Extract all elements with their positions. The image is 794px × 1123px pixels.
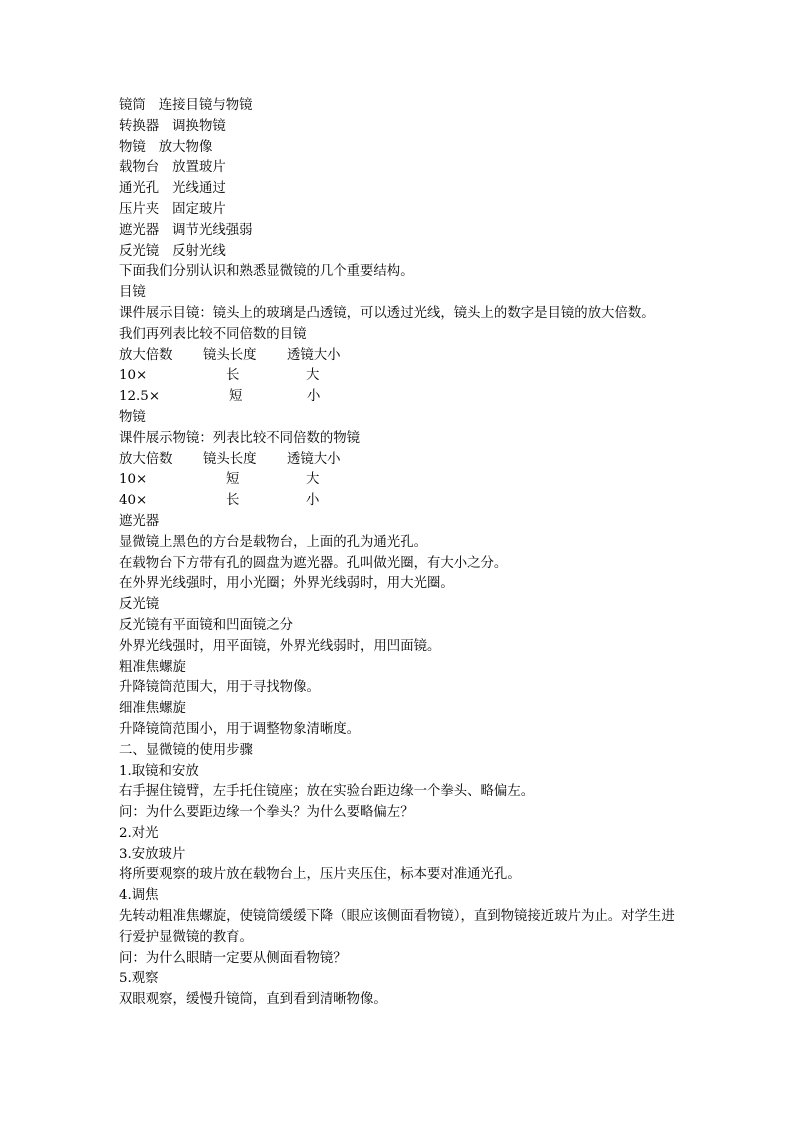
step-1-question: 问：为什么要距边缘一个拳头？为什么要略偏左？ — [119, 805, 414, 821]
cell-lens-size: 小 — [307, 389, 321, 405]
part-row — [119, 96, 679, 117]
header-magnification: 放大倍数 — [119, 451, 173, 467]
cell-magnification: 12.5× — [119, 389, 161, 405]
part-row — [119, 117, 679, 138]
step-5-text: 双眼观察，缓慢升镜筒，直到看到清晰物像。 — [119, 992, 387, 1008]
eyepiece-table-row — [119, 387, 679, 408]
part-name: 反光镜 — [119, 243, 160, 259]
cell-lens-length: 长 — [226, 493, 240, 509]
step-3-text: 将所要观察的玻片放在载物台上，压片夹压住，标本要对准通光孔。 — [119, 867, 521, 883]
step-3-title: 3.安放玻片 — [119, 846, 186, 862]
coarse-focus-heading: 粗准焦螺旋 — [119, 659, 186, 675]
diaphragm-heading: 遮光器 — [119, 513, 160, 529]
step-2-title: 2.对光 — [119, 825, 159, 841]
document-body — [119, 96, 679, 1011]
cell-lens-length: 长 — [226, 368, 240, 384]
part-name: 载物台 — [119, 160, 160, 176]
step-4-text: 先转动粗准焦螺旋，使镜筒缓缓下降（眼应该侧面看物镜），直到物镜接近玻片为止。对学生进行爱护显微镜的教育。 — [119, 909, 675, 945]
part-row — [119, 158, 679, 179]
header-lens-length: 镜头长度 — [203, 347, 257, 363]
step-5-title: 5.观察 — [119, 971, 159, 987]
part-name: 遮光器 — [119, 222, 160, 238]
part-row — [119, 138, 679, 159]
diaphragm-text: 在载物台下方带有孔的圆盘为遮光器。孔叫做光圈，有大小之分。 — [119, 555, 508, 571]
part-row — [119, 179, 679, 200]
part-name: 压片夹 — [119, 201, 160, 217]
cell-magnification: 10× — [119, 472, 148, 488]
part-name: 通光孔 — [119, 181, 160, 197]
eyepiece-heading: 目镜 — [119, 285, 146, 301]
cell-lens-size: 大 — [306, 472, 320, 488]
cell-magnification: 10× — [119, 368, 148, 384]
part-name: 转换器 — [119, 118, 160, 134]
cell-magnification: 40× — [119, 493, 148, 509]
objective-table-row — [119, 491, 679, 512]
step-4-question: 问：为什么眼睛一定要从侧面看物镜？ — [119, 950, 347, 966]
diaphragm-text: 在外界光线强时，用小光圈；外界光线弱时，用大光圈。 — [119, 576, 454, 592]
fine-focus-text: 升降镜筒范围小，用于调整物象清晰度。 — [119, 721, 361, 737]
cell-lens-size: 小 — [306, 493, 320, 509]
header-lens-size: 透镜大小 — [287, 451, 341, 467]
eyepiece-table-row — [119, 366, 679, 387]
header-magnification: 放大倍数 — [119, 347, 173, 363]
objective-heading: 物镜 — [119, 409, 146, 425]
cell-lens-size: 大 — [306, 368, 320, 384]
header-lens-length: 镜头长度 — [203, 451, 257, 467]
step-1-text: 右手握住镜臂，左手托住镜座；放在实验台距边缘一个拳头、略偏左。 — [119, 784, 535, 800]
step-1-title: 1.取镜和安放 — [119, 763, 199, 779]
cell-lens-length: 短 — [226, 472, 240, 488]
header-lens-size: 透镜大小 — [287, 347, 341, 363]
part-function: 连接目镜与物镜 — [158, 98, 253, 113]
eyepiece-table-header — [119, 346, 679, 367]
mirror-text: 外界光线强时，用平面镜，外界光线弱时，用凹面镜。 — [119, 638, 441, 654]
eyepiece-compare-text: 我们再列表比较不同倍数的目镜 — [119, 326, 307, 342]
part-row — [119, 200, 679, 221]
mirror-text: 反光镜有平面镜和凹面镜之分 — [119, 617, 294, 633]
objective-table-header — [119, 450, 679, 471]
part-name: 物镜 — [119, 139, 146, 155]
part-row — [119, 221, 679, 242]
part-function: 放置玻片 — [172, 160, 226, 176]
part-function: 调节光线强弱 — [172, 222, 253, 238]
diaphragm-text: 显微镜上黑色的方台是载物台，上面的孔为通光孔。 — [119, 534, 427, 550]
part-function: 调换物镜 — [172, 118, 226, 134]
intro-text: 下面我们分别认识和熟悉显微镜的几个重要结构。 — [119, 264, 414, 280]
usage-heading: 二、显微镜的使用步骤 — [119, 742, 253, 758]
fine-focus-heading: 细准焦螺旋 — [119, 701, 186, 717]
part-name: 镜筒 — [119, 98, 146, 113]
step-4-title: 4.调焦 — [119, 888, 159, 904]
part-function: 放大物像 — [158, 139, 213, 155]
part-function: 固定玻片 — [172, 201, 226, 217]
part-function: 光线通过 — [172, 181, 226, 197]
objective-table-row — [119, 470, 679, 491]
cell-lens-length: 短 — [229, 389, 243, 405]
part-row — [119, 242, 679, 263]
eyepiece-show-text: 课件展示目镜：镜头上的玻璃是凸透镜，可以透过光线，镜头上的数字是目镜的放大倍数。 — [119, 305, 655, 321]
coarse-focus-text: 升降镜筒范围大，用于寻找物像。 — [119, 680, 320, 696]
part-function: 反射光线 — [172, 243, 226, 259]
objective-show-text: 课件展示物镜：列表比较不同倍数的物镜 — [119, 430, 361, 446]
mirror-heading: 反光镜 — [119, 597, 160, 613]
